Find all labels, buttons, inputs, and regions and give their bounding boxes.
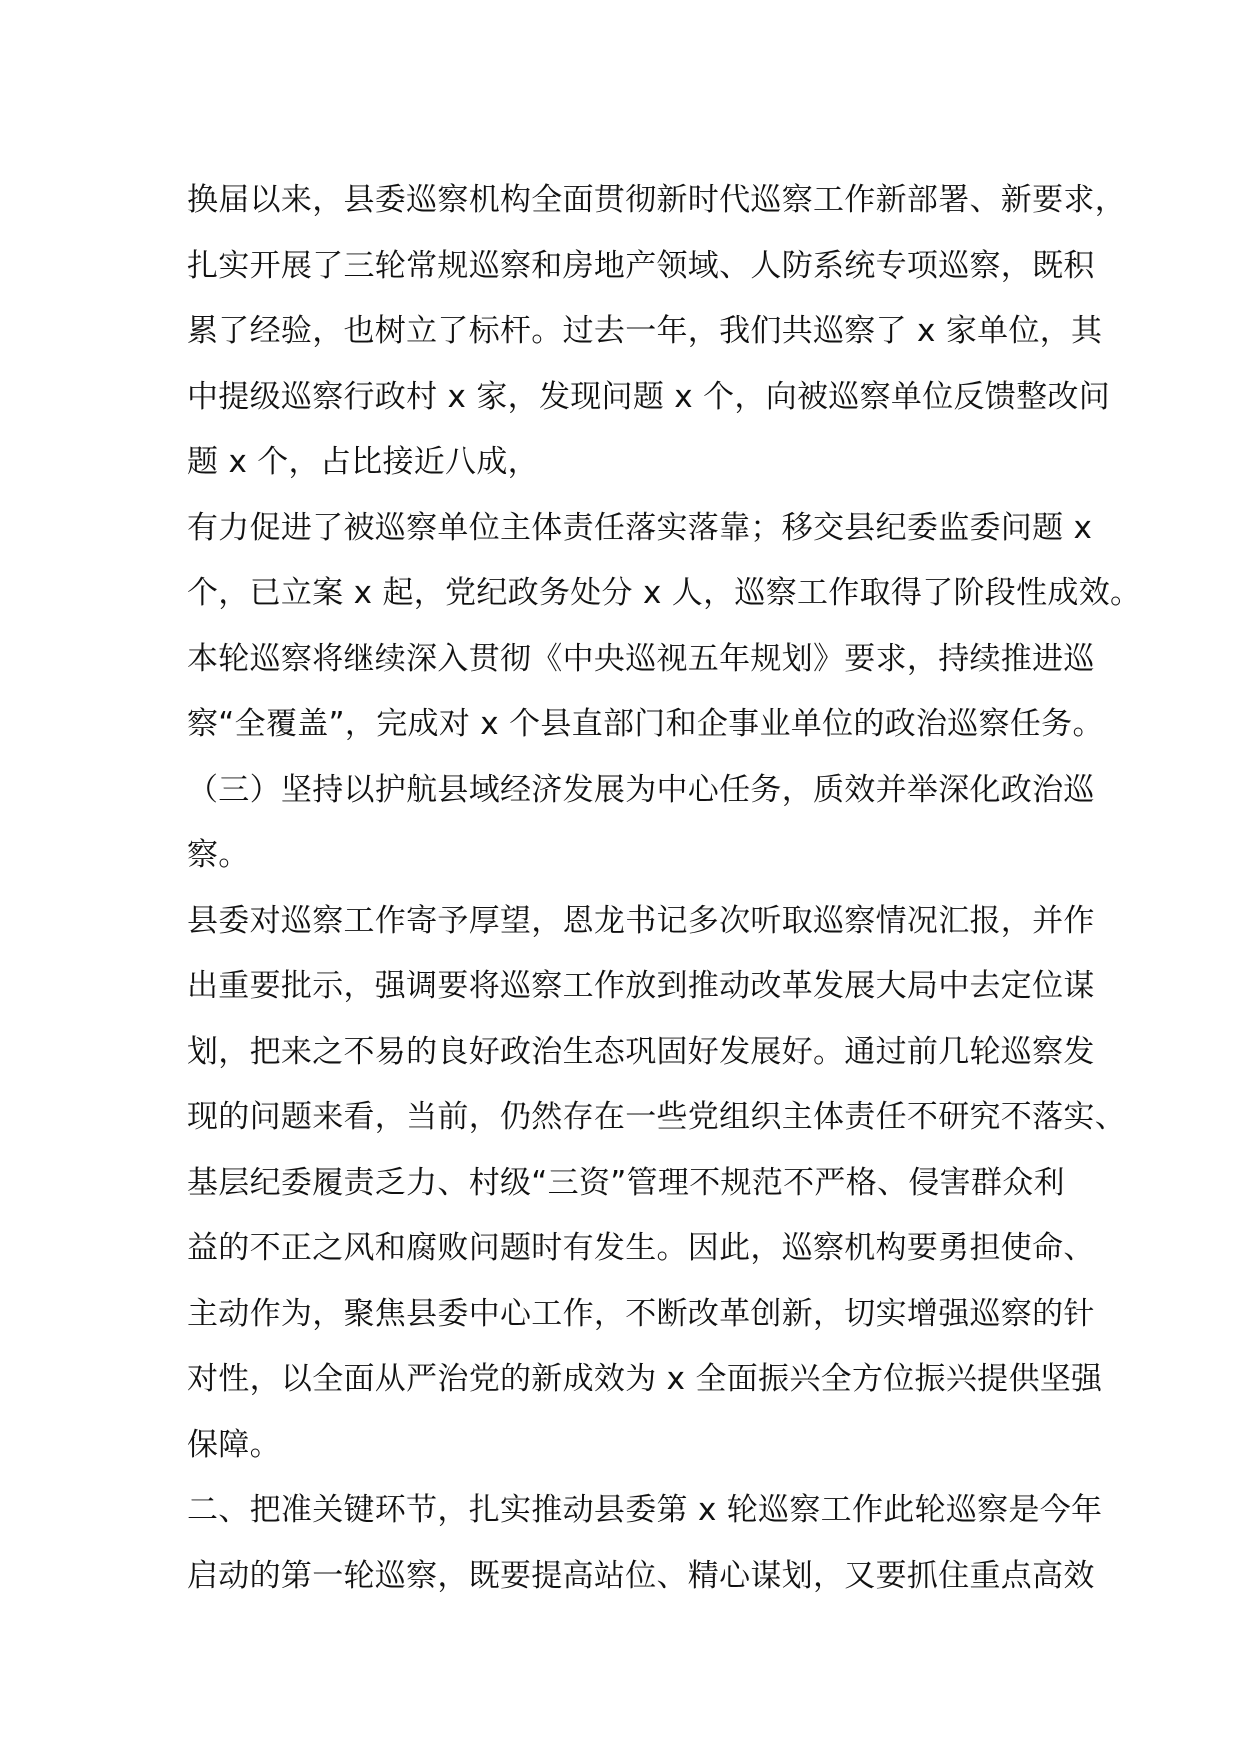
text-line: 现的问题来看，当前，仍然存在一些党组织主体责任不研究不落实、	[187, 1099, 1126, 1135]
text-line: 换届以来，县委巡察机构全面贯彻新时代巡察工作新部署、新要求，	[187, 182, 1126, 218]
section-heading: 察。	[187, 837, 250, 873]
text-line: 出重要批示，强调要将巡察工作放到推动改革发展大局中去定位谋	[187, 968, 1095, 1004]
text-line: 题 x 个，占比接近八成，	[187, 444, 539, 480]
text-line: 察“全覆盖”，完成对 x 个县直部门和企事业单位的政治巡察任务。	[187, 706, 1104, 742]
text-line: 主动作为，聚焦县委中心工作，不断改革创新，切实增强巡察的针	[187, 1295, 1095, 1332]
text-line: 县委对巡察工作寄予厚望，恩龙书记多次听取巡察情况汇报，并作	[187, 902, 1095, 939]
text-line: 有力促进了被巡察单位主体责任落实落靠；移交县纪委监委问题 x	[187, 509, 1093, 546]
text-line: 益的不正之风和腐败问题时有发生。因此，巡察机构要勇担使命、	[187, 1230, 1095, 1266]
text-line: 累了经验，也树立了标杆。过去一年，我们共巡察了 x 家单位，其	[187, 313, 1103, 349]
document-body	[187, 168, 1142, 1609]
text-line: 划，把来之不易的良好政治生态巩固好发展好。通过前几轮巡察发	[187, 1033, 1095, 1070]
text-line: 个，已立案 x 起，党纪政务处分 x 人，巡察工作取得了阶段性成效。	[187, 575, 1142, 611]
section-heading: 二、把准关键环节，扎实推动县委第 x 轮巡察工作此轮巡察是今年	[187, 1492, 1103, 1528]
text-line: 扎实开展了三轮常规巡察和房地产领域、人防系统专项巡察，既积	[187, 247, 1095, 284]
text-line: 本轮巡察将继续深入贯彻《中央巡视五年规划》要求，持续推进巡	[187, 640, 1095, 677]
text-line: 对性，以全面从严治党的新成效为 x 全面振兴全方位振兴提供坚强	[187, 1361, 1103, 1397]
text-line: 启动的第一轮巡察，既要提高站位、精心谋划，又要抓住重点高效	[187, 1557, 1095, 1594]
text-line: 保障。	[187, 1426, 281, 1463]
text-line: 基层纪委履责乏力、村级“三资”管理不规范不严格、侵害群众利	[187, 1164, 1065, 1201]
section-heading: （三）坚持以护航县域经济发展为中心任务，质效并举深化政治巡	[187, 771, 1095, 808]
text-line: 中提级巡察行政村 x 家，发现问题 x 个，向被巡察单位反馈整改问	[187, 378, 1111, 415]
